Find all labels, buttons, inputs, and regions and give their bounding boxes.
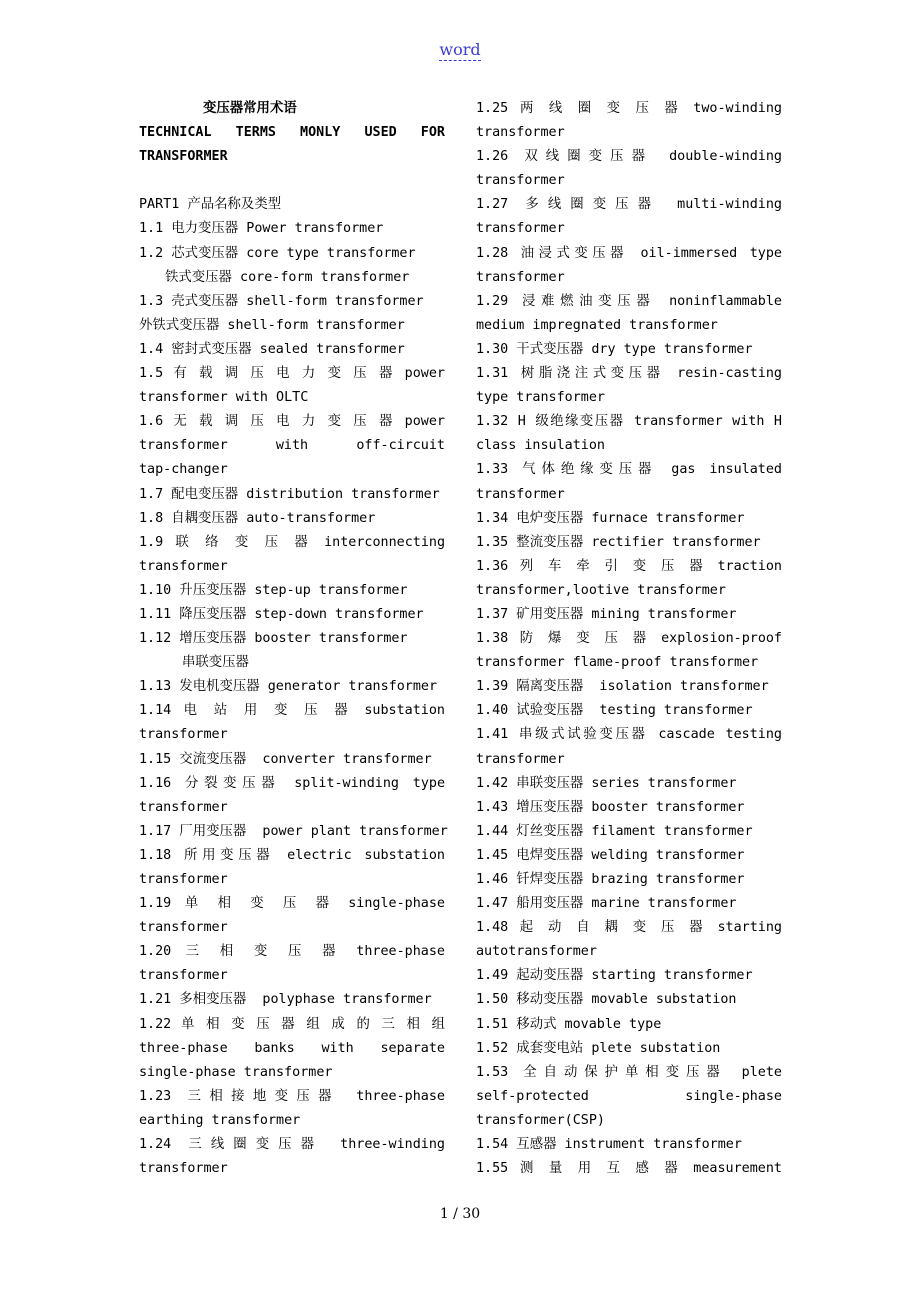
document-title-en-line1: TECHNICAL TERMS MONLY USED FOR xyxy=(139,125,445,141)
term-line: transformer xyxy=(476,221,565,237)
term-line: 1.23 三相接地变压器 three-phase xyxy=(139,1088,445,1104)
term-line: 1.33 气体绝缘变压器 gas insulated xyxy=(476,462,782,478)
document-title-cn: 变压器常用术语 xyxy=(203,101,297,116)
term-line: PART1 产品名称及类型 xyxy=(139,197,282,213)
term-line: 1.43 增压变压器 booster transformer xyxy=(476,799,745,815)
term-line: 1.16 分裂变压器 split-winding type xyxy=(139,775,445,791)
term-line: 1.37 矿用变压器 mining transformer xyxy=(476,606,737,622)
term-line: 外铁式变压器 shell-form transformer xyxy=(139,317,405,333)
term-line: 串联变压器 xyxy=(182,655,249,671)
term-line: 1.26 双线圈变压器 double-winding xyxy=(476,149,782,165)
page-indicator: 1 / 30 xyxy=(439,1206,481,1222)
term-line: 1.31 树脂浇注式变压器 resin-casting xyxy=(476,366,782,382)
term-line: 1.36 列 车 牵 引 变 压 器 traction xyxy=(476,558,782,574)
term-line: transformer(CSP) xyxy=(476,1112,605,1128)
right-column xyxy=(476,97,782,1181)
term-line: 1.8 自耦变压器 auto-transformer xyxy=(139,510,376,526)
term-line: 1.15 交流变压器 converter transformer xyxy=(139,751,432,767)
term-line: transformer xyxy=(139,727,228,743)
term-line: 1.34 电炉变压器 furnace transformer xyxy=(476,510,745,526)
term-line: transformer xyxy=(476,125,565,141)
term-line: 1.22 单 相 变 压 器 组 成 的 三 相 组 xyxy=(139,1016,445,1032)
term-line: 1.6 无 载 调 压 电 力 变 压 器 power xyxy=(139,414,445,430)
term-line: class insulation xyxy=(476,438,605,454)
term-line: 1.47 船用变压器 marine transformer xyxy=(476,896,737,912)
term-line: 1.39 隔离变压器 isolation transformer xyxy=(476,679,769,695)
term-line: 1.9 联 络 变 压 器 interconnecting xyxy=(139,534,445,550)
term-line: 1.4 密封式变压器 sealed transformer xyxy=(139,341,405,357)
term-line: 1.46 钎焊变压器 brazing transformer xyxy=(476,872,745,887)
term-line: transformer xyxy=(139,872,228,887)
term-line: 1.53 全自动保护单相变压器 plete xyxy=(476,1064,782,1080)
term-line: transformer xyxy=(139,1161,228,1177)
term-line: 1.45 电焊变压器 welding transformer xyxy=(476,847,745,863)
term-line: 1.30 干式变压器 dry type transformer xyxy=(476,341,753,357)
term-line: transformer flame-proof transformer xyxy=(476,655,759,671)
term-line: self-protected single-phase xyxy=(476,1088,782,1104)
term-line: 1.21 多相变压器 polyphase transformer xyxy=(139,992,432,1008)
term-line: 1.5 有 载 调 压 电 力 变 压 器 power xyxy=(139,366,445,382)
term-line: 1.48 起 动 自 耦 变 压 器 starting xyxy=(476,920,782,936)
term-line: 1.11 降压变压器 step-down transformer xyxy=(139,606,424,622)
term-line: type transformer xyxy=(476,390,605,406)
term-line: 1.24 三线圈变压器 three-winding xyxy=(139,1137,445,1153)
document-title-en-line2: TRANSFORMER xyxy=(139,149,228,165)
right-term-list xyxy=(476,97,782,1181)
term-line: 1.49 起动变压器 starting transformer xyxy=(476,968,753,984)
term-line: earthing transformer xyxy=(139,1112,301,1128)
left-column xyxy=(139,97,448,1181)
term-line: 1.32 H 级绝缘变压器 transformer with H xyxy=(476,414,782,430)
term-line: transformer xyxy=(139,799,228,815)
term-line: 铁式变压器 core-form transformer xyxy=(165,269,410,285)
term-line: 1.10 升压变压器 step-up transformer xyxy=(139,582,408,598)
term-line: 1.3 壳式变压器 shell-form transformer xyxy=(139,293,424,309)
term-line: single-phase transformer xyxy=(139,1064,333,1080)
term-line: 1.51 移动式 movable type xyxy=(476,1016,662,1032)
term-line: transformer xyxy=(476,486,565,502)
term-line: 1.44 灯丝变压器 filament transformer xyxy=(476,823,753,839)
term-line: 1.2 芯式变压器 core type transformer xyxy=(139,245,416,261)
term-line: 1.42 串联变压器 series transformer xyxy=(476,775,737,791)
term-line: 1.52 成套变电站 plete substation xyxy=(476,1040,721,1056)
term-line: 1.40 试验变压器 testing transformer xyxy=(476,703,753,719)
term-line: transformer with off-circuit xyxy=(139,438,445,454)
term-line: 1.7 配电变压器 distribution transformer xyxy=(139,486,440,502)
term-line: 1.18 所用变压器 electric substation xyxy=(139,847,445,863)
term-line: 1.14 电 站 用 变 压 器 substation xyxy=(139,703,445,719)
term-line: 1.35 整流变压器 rectifier transformer xyxy=(476,534,761,550)
term-line: three-phase banks with separate xyxy=(139,1040,445,1056)
term-line: tap-changer xyxy=(139,462,228,478)
term-line: 1.55 测 量 用 互 感 器 measurement xyxy=(476,1161,782,1177)
term-line: 1.50 移动变压器 movable substation xyxy=(476,992,737,1008)
term-line: transformer xyxy=(139,968,228,984)
term-line: 1.27 多线圈变压器 multi-winding xyxy=(476,197,782,213)
term-line: 1.29 浸难燃油变压器 noninflammable xyxy=(476,293,782,309)
left-term-list xyxy=(139,193,448,1181)
term-line: transformer xyxy=(139,558,228,574)
term-line: transformer xyxy=(476,269,565,285)
term-line: 1.38 防 爆 变 压 器 explosion-proof xyxy=(476,631,782,647)
term-line: 1.1 电力变压器 Power transformer xyxy=(139,221,384,237)
term-line: transformer with OLTC xyxy=(139,390,309,406)
term-line: transformer xyxy=(476,751,565,767)
term-line: 1.17 厂用变压器 power plant transformer xyxy=(139,823,448,839)
term-line: 1.41 串级式试验变压器 cascade testing xyxy=(476,727,782,743)
term-line: transformer xyxy=(139,920,228,936)
header-word-link[interactable] xyxy=(0,40,920,59)
term-line: 1.12 增压变压器 booster transformer xyxy=(139,631,408,647)
term-line: 1.20 三 相 变 压 器 three-phase xyxy=(139,944,445,960)
term-line: 1.19 单 相 变 压 器 single-phase xyxy=(139,896,445,912)
term-line: transformer xyxy=(476,173,565,189)
header-link-text[interactable]: word xyxy=(439,40,481,59)
term-line: 1.54 互感器 instrument transformer xyxy=(476,1137,742,1153)
term-line: 1.28 油浸式变压器 oil-immersed type xyxy=(476,245,782,261)
blank-line xyxy=(139,169,445,193)
term-line: transformer,lootive transformer xyxy=(476,582,726,598)
term-line: autotransformer xyxy=(476,944,597,960)
term-line: 1.25 两 线 圈 变 压 器 two-winding xyxy=(476,101,782,116)
term-line: 1.13 发电机变压器 generator transformer xyxy=(139,679,438,695)
term-line: medium impregnated transformer xyxy=(476,317,718,333)
